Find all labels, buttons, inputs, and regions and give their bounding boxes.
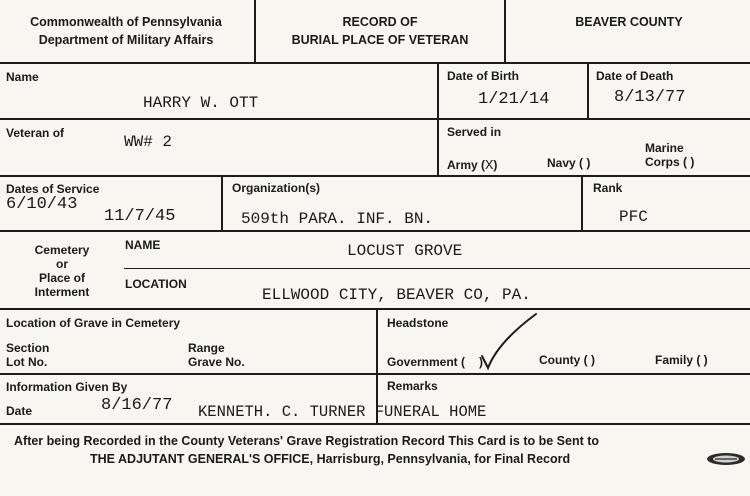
divider <box>254 0 256 63</box>
divider <box>0 230 750 232</box>
cemetery-name-value: LOCUST GROVE <box>347 242 463 260</box>
veteran-of-label: Veteran of <box>6 126 65 140</box>
record-title-line-2: BURIAL PLACE OF VETERAN <box>291 33 469 47</box>
divider <box>0 308 750 310</box>
service-start-date: 6/10/43 <box>6 195 78 214</box>
cemetery-location-value: ELLWOOD CITY, BEAVER CO, PA. <box>262 286 531 304</box>
service-end-date: 11/7/45 <box>104 207 176 226</box>
divider <box>0 423 750 425</box>
divider <box>581 176 583 231</box>
marine-corps-option: Corps ( ) <box>645 155 695 169</box>
remarks-label: Remarks <box>387 379 438 393</box>
footer-line-1: After being Recorded in the County Veterans' Grave Registration Record This Card is to be Sent to <box>14 434 600 448</box>
family-option: Family ( ) <box>655 353 708 367</box>
range-label-line-1: Range <box>188 341 225 355</box>
government-option <box>387 353 483 371</box>
info-given-by-label: Information Given By <box>6 380 128 394</box>
army-check-mark: X <box>485 158 494 174</box>
cemetery-location-label: LOCATION <box>125 277 187 291</box>
marine-label-line-1: Marine <box>645 141 684 155</box>
divider <box>0 175 750 177</box>
divider <box>124 268 750 269</box>
cemetery-name-label: NAME <box>125 238 161 252</box>
section-label-line-2: Lot No. <box>6 355 48 369</box>
cemetery-side-line-2: or <box>56 257 68 271</box>
served-in-label: Served in <box>447 125 502 139</box>
agency-line-1: Commonwealth of Pennsylvania <box>30 15 222 29</box>
section-label-line-1: Section <box>6 341 50 355</box>
divider <box>587 63 589 119</box>
grave-location-label: Location of Grave in Cemetery <box>6 316 181 330</box>
headstone-label: Headstone <box>387 316 449 330</box>
organization-value: 509th PARA. INF. BN. <box>241 210 434 228</box>
government-label: Government ( <box>387 355 466 369</box>
county-option: County ( ) <box>539 353 595 367</box>
army-option <box>447 156 497 175</box>
range-label-line-2: Grave No. <box>188 355 245 369</box>
cemetery-side-line-3: Place of <box>38 271 86 285</box>
record-title-line-1: RECORD OF <box>342 15 418 29</box>
dob-label: Date of Birth <box>447 69 519 83</box>
divider <box>0 62 750 64</box>
headstone-check-mark <box>478 312 540 372</box>
cemetery-side-line-1: Cemetery <box>34 243 90 257</box>
footer-line-2: THE ADJUTANT GENERAL'S OFFICE, Harrisburg, Pennsylvania, for Final Record <box>90 452 571 466</box>
date-value: 8/16/77 <box>101 396 173 415</box>
dod-value: 8/13/77 <box>614 88 686 107</box>
cemetery-side-line-4: Interment <box>34 285 90 299</box>
agency-line-2: Department of Military Affairs <box>38 33 214 47</box>
name-value: HARRY W. OTT <box>143 94 259 112</box>
union-label-icon <box>706 452 746 466</box>
divider <box>0 118 750 120</box>
divider <box>221 176 223 231</box>
divider <box>0 373 750 375</box>
date-label: Date <box>6 404 33 418</box>
army-label: Army ( <box>447 158 486 172</box>
divider <box>504 0 506 63</box>
rank-label: Rank <box>593 181 623 195</box>
dob-value: 1/21/14 <box>478 90 550 109</box>
dod-label: Date of Death <box>596 69 674 83</box>
rank-value: PFC <box>619 208 648 226</box>
info-given-by-value: KENNETH. C. TURNER FUNERAL HOME <box>198 403 487 421</box>
veteran-of-value: WW# 2 <box>124 133 173 151</box>
name-label: Name <box>6 70 39 84</box>
organization-label: Organization(s) <box>232 181 321 195</box>
army-close: ) <box>493 158 498 172</box>
government-close: ) <box>479 355 484 369</box>
navy-option: Navy ( ) <box>547 156 591 170</box>
county-title: BEAVER COUNTY <box>575 15 683 29</box>
dates-of-service-label: Dates of Service <box>6 182 100 196</box>
